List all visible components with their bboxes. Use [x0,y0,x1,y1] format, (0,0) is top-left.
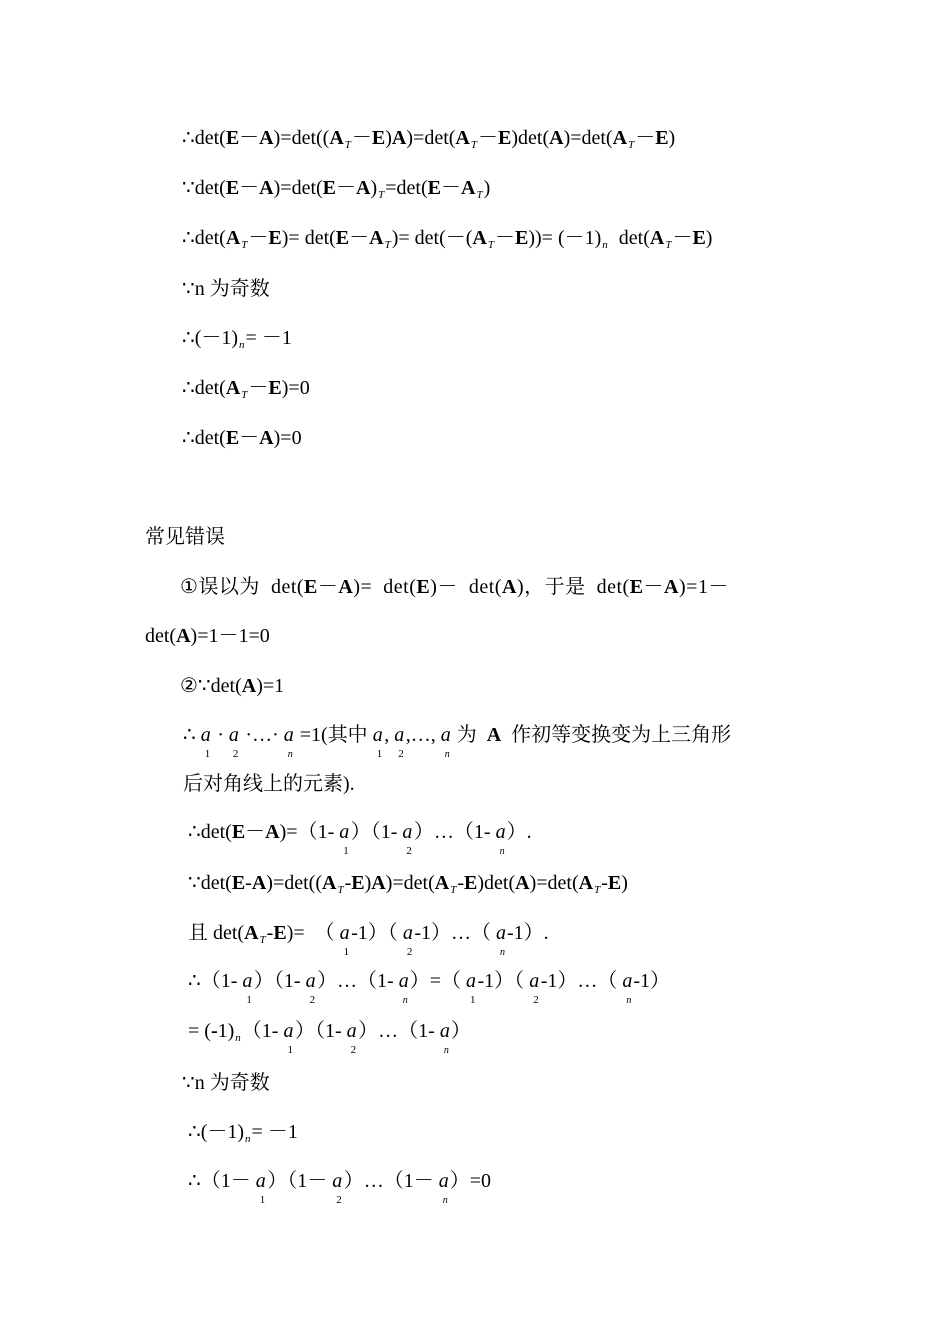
proof-line-2: $\because\det(E-A)=\det(E-A)_T=\det(E-A_T)$ [182,177,491,201]
proof-line-3: $\therefore\det(A_T-E)= \det(E-A_T)= \det(-(A_T-E))= (-1)_n$ $\det(A_T-E)$ [182,227,713,251]
proof-line-4: ∵n 为奇数 [182,276,270,300]
proof-line-1: $\therefore\det(E-A)=\det((A_T-E)A)=\det(A_T-E)\det(A)=\det(A_T-E)$ [182,127,676,151]
error-line-11: ∵n 为奇数 [182,1070,270,1094]
error-line-8: 且 $\det(A_T-E)=$ （ $a_1-1$）（ $a_2-1)\dots$（ $a_n-1$）. [188,920,549,958]
proof-line-6: $\therefore\det(A_T-E)=0$ [182,377,310,401]
error-line-6: ∴det(E－A)=（1- $a_1)(1-$ $a_2)\dots(1-$ $a_n$）. [188,821,532,857]
proof-line-7: ∴det(E－A)=0 [182,427,302,449]
error-line-4: ∴ $a_1 \cdot a_2$ ·…· $a_n =1$(其中 $a_1$, $a_2,\dots$, $a_n$ 为 A 作初等变换变为上三角形 [183,722,732,760]
error-line-5: 后对角线上的元素). [183,771,355,795]
error-line-7: $\because\det(E-A)=\det((A_T-E)A)=\det(A_T-E)\det(A)=\det(A_T-E)$ [188,872,628,896]
error-line-13: ∴（1－ $a_1)(1-$ $a_2)\dots(1- a_n)=0$ [188,1170,492,1206]
error-line-9: ∴（1- $a_1)(1-$ $a_2)\dots(1-$ $a_n)=$（ $a_1-1$）（ $a_2-1)\dots$（ $a_n-1$） [188,970,671,1006]
error-line-3: ②∵det(A)=1 [180,675,285,697]
error-line-10: = $(-1)_n(1-$ $a_1)(1-$ $a_2)\dots(1-$ $a_n$） [188,1020,471,1056]
proof-line-5: $\therefore(-1)_n= -1$ [182,327,292,351]
error-line-2: det(A)=1－1=0 [145,625,270,647]
error-line-1: ①误以为 det(E－A)= det(E)－ det(A)，于是 det(E－A)=1－ [180,574,729,598]
error-line-12: $\therefore(-1)_n= -1$ [188,1121,298,1145]
section-heading: 常见错误 [145,524,225,548]
